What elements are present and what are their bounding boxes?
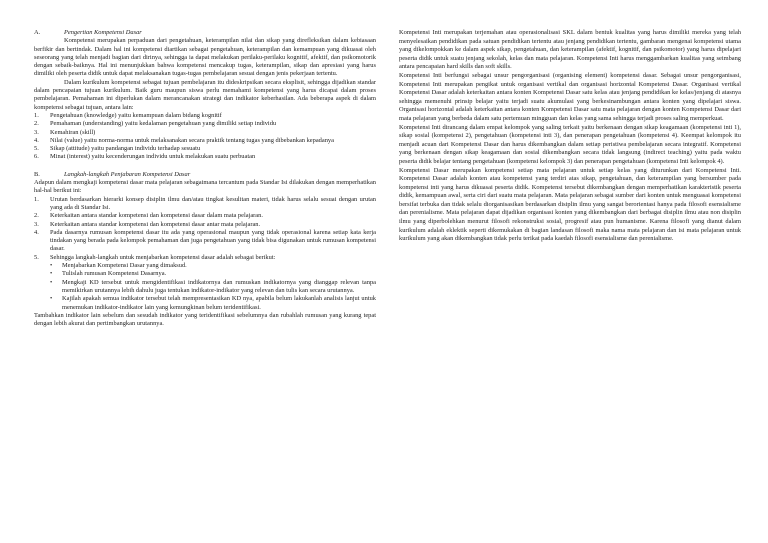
list-item: 5. Sehingga langkah-langkah untuk menjabarkan kompetensi dasar adalah sebagai berikut: [34, 253, 276, 261]
bullet-item: • Tulislah rumusan Kompetensi Dasarnya. [50, 270, 167, 278]
list-item: 3. Keterkaitan antara standar kompetensi dan kompetensi dasar antar mata pelajaran. [34, 220, 261, 228]
left-column [34, 29, 376, 328]
bullet-item: • Kajilah apakah semua indikator tersebut telah mempresentasikan KD nya, apabila belum lakukanlah analisis lanjut untuk menemukan indikator-indikator lain yang kemungkinan belum teridentifikasi. [50, 295, 376, 311]
paragraph-kurikulum: Dalam kurikulum kompetensi sebagai tujuan pembelajaran itu dideskripsikan secara eksplisit, sehingga dijadikan standar dalam pencapaian tujuan kurikulum. Baik guru maupun siswa perlu memahami kompetensi yang harus dicapai dalam proses pembelajaran. Pemahaman ini diperlukan dalam merancanakan strategi dan indikator keberhasilan. Ada beberapa aspek di dalam kompetensi sebagai tujuan, antara lain: [34, 78, 376, 111]
list-item: 4. Nilai (value) yaitu norma-norma untuk melaksanakan secara praktik tentang tugas yang dibebankan kepadanya [34, 136, 334, 144]
list-item: 3. Kemahiran (skill) [34, 128, 96, 136]
bullet-item: • Menjabarkan Kompetensi Dasar yang dimaksud. [50, 262, 187, 270]
paragraph-fungsi-ki: Kompetensi Inti berfungsi sebagai unsur pengorganisasi (organising element) kompetensi dasar. Sebagai unsur pengorganisasi, Kompetensi Inti merupakan pengikat untuk organisasi vertikal dan organisasi horizontal Kompetensi Dasar. Organisasi vertikal Kompetensi Dasar adalah keterkaitan antara konten Kompetensi Dasar satu kelas atau jenjang pendidikan ke kelas/jenjang di atasnya sehingga memenuhi prinsip belajar yaitu terjadi suatu akumulasi yang berkesinambungan antara konten yang dipelajari siswa. Organisasi horizontal adalah keterkaitan antara konten Kompetensi Dasar satu mata pelajaran dengan konten Kompetensi Dasar dari mata pelajaran yang berbeda dalam satu pertemuan mingguan dan kelas yang sama sehingga terjadi proses saling memperkuat. [399, 71, 741, 122]
section-b-title: Langkah-langkah Penjabaran Kompetensi Dasar [64, 170, 191, 178]
paragraph-kompetensi: Kompetensi merupakan perpaduan dari pengetahuan, keterampilan nilai dan sikap yang direfleksikan dalam kebiasaan berfikir dan bertindak. Dalam hal ini kompetensi diartikan sebagai pengetahuan, keterampilan dan kemampuan yang dikuasai oleh seseorang yang telah menjadi bagian dari dirinya, sehingga ia dapat melakukan perilaku-perilaku kognitif, afektif, dan psikomotorik dengan sebaik-baiknya. Hal ini menunjukkan bahwa kompetensi mencakup tugas, keterampilan, sikap dan apresiasi yang harus dimiliki oleh peserta didik untuk dapat melaksanakan tugas-tugas pembelajaran sesuai dengan jenis pekerjaan tertentu. [34, 37, 376, 78]
list-item: 1. Pengetahuan (knowledge) yaitu kemampuan dalam bidang kognitif [34, 111, 222, 119]
aspect-list [34, 112, 376, 162]
list-item: 4. Pada dasarnya rumusan kompetensi dasar itu ada yang operasional maupun yang tidak operasional karena setiap kata kerja tindakan yang berada pada kelompok pemahaman dan juga pengetahuan yang tidak bisa digunakan untuk rumusan kompetensi dasar. [34, 228, 376, 253]
right-column [399, 29, 741, 244]
paragraph-kompetensi-dasar: Kompetensi Dasar merupakan kompetensi setiap mata pelajaran untuk setiap kelas yang diturunkan dari Kompetensi Inti. Kompetensi Dasar adalah konten atau kompetensi yang terdiri atas sikap, pengetahuan, dan keterampilan yang bersumber pada kompetensi inti yang harus dikuasai peserta didik. Kompetensi tersebut dikembangkan dengan memperhatikan karakteristik peserta didik, kemampuan awal, serta ciri dari suatu mata pelajaran. Mata pelajaran sebagai sumber dari konten untuk menguasai kompetensi bersifat terbuka dan tidak selalu diorganisasikan berdasarkan disiplin ilmu yang sangat berorientasi hanya pada filosofi esensialisme dan perenialisme. Mata pelajaran dapat dijadikan organisasi konten yang dikembangkan dari berbagai disiplin ilmu atau non disiplin ilmu yang diperbolehkan menurut filosofi rekonstruksi sosial, progresif atau pun humanisme. Karena filosofi yang dianut dalam kurikulum adalah eklektik seperti dikemukakan di bagian landasan filosofi maka nama mata pelajaran dan isi mata pelajaran untuk kurikulum yang akan dikembangkan tidak perlu terikat pada kaedah filosofi esensialisme dan perenialisme. [399, 166, 741, 243]
bullet-icon: • [50, 262, 53, 270]
list-item: 2. Keterkaitan antara standar kompetensi dan kompetensi dasar dalam mata pelajaran. [34, 212, 263, 220]
bullet-item: • Mengkaji KD tersebut untuk mengidentifikasi indikatornya dan rumuskan indikatornya yang dianggap relevan tanpa memikirkan urutannya lebih dahulu juga tentukan indikator-indikator yang relevan dan tulis kan secara urutannya. [50, 278, 376, 294]
bullet-icon: • [50, 270, 53, 278]
section-b-letter: B. [34, 170, 40, 178]
section-b-heading [34, 171, 376, 179]
bullet-icon: • [50, 295, 53, 303]
bullet-list [34, 262, 376, 312]
bullet-icon: • [50, 278, 53, 286]
section-a-heading [34, 29, 376, 37]
list-item: 6. Minat (interest) yaitu kecenderungan individu untuk melakukan suatu perbuatan [34, 153, 256, 161]
step-list [34, 196, 376, 262]
paragraph-empat-kelompok: Kompetensi Inti dirancang dalam empat kelompok yang saling terkait yaitu berkenaan dengan sikap keagamaan (kompetensi inti 1), sikap sosial (kompetensi 2), pengetahuan (kompetensi inti 3), dan penerapan pengetahuan (kompetensi 4). Keempat kelompok itu menjadi acuan dari Kompetensi Dasar dan harus dikembangkan dalam setiap peristiwa pembelajaran secara integratif. Kompetensi yang berkenaan dengan sikap keagamaan dan sosial dikembangkan secara tidak langsung (indirect teaching) yaitu pada waktu peserta didik belajar tentang pengetahuan (kompetensi kelompok 3) dan penerapan pengetahuan (kompetensi Inti kelompok 4). [399, 123, 741, 165]
paragraph-kompetensi-inti: Kompetensi Inti merupakan terjemahan atau operasionalisasi SKL dalam bentuk kualitas yang harus dimiliki mereka yang telah menyelesaikan pendidikan pada satuan pendidikan tertentu atau jenjang pendidikan tertentu, gambaran mengenai kompetensi utama yang dikelompokkan ke dalam aspek sikap, pengetahuan, dan keterampilan (afektif, kognitif, dan psikomotor) yang harus dipelajari peserta didik untuk suatu jenjang sekolah, kelas dan mata pelajaran. Kompetensi Inti harus menggambarkan kualitas yang seimbang antara pencapaian hard skills dan soft skills. [399, 29, 741, 71]
section-a-title: Pengertian Kompetensi Dasar [64, 29, 142, 36]
paragraph-tambahkan: Tambahkan indikator lain sebelum dan sesudah indikator yang teridentifikasi sebelumnya dan rubahlah rumusan yang kurang tepat dengan lebih akurat dan pertimbangkan urutannya. [34, 311, 376, 328]
list-item: 2. Pemahaman (understanding) yaitu kedalaman pengetahuan yang dimiliki setiap individu [34, 120, 277, 128]
paragraph-adapun: Adapun dalam mengkaji kompetensi dasar mata pelajaran sebagaimana tercantum pada Standar Isi dilakukan dengan memperhatikan hal-hal berikut ini: [34, 179, 376, 195]
list-item: 1. Urutan berdasarkan hierarki konsep disiplin ilmu dan/atau tingkat kesulitan materi, tidak harus selalu sesuai dengan urutan yang ada di Standar Isi. [34, 195, 376, 211]
list-item: 5. Sikap (attitude) yaitu pandangan individu terhadap sesuatu [34, 145, 201, 153]
section-a-letter: A. [34, 29, 41, 36]
